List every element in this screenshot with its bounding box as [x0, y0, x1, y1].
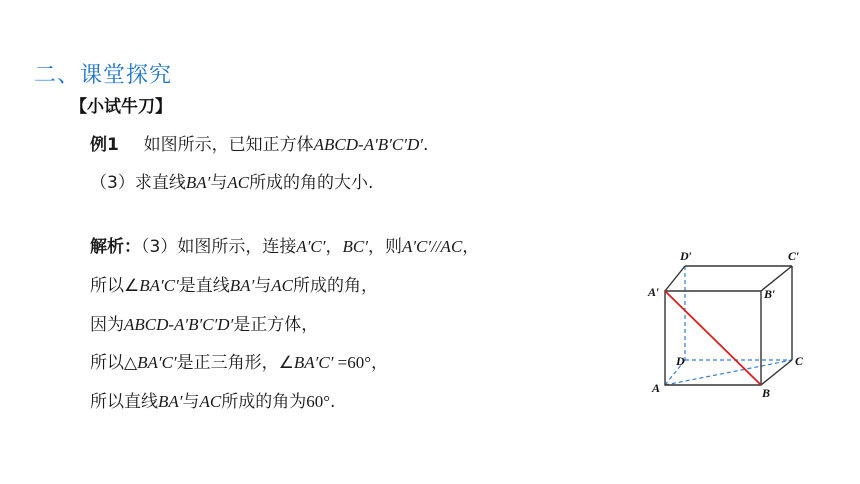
label-d: D	[676, 354, 685, 368]
s5-m1: BA′	[158, 392, 183, 411]
s1-b: ，	[325, 237, 343, 257]
s3-m1: ABCD-A′B′C′D′	[124, 315, 234, 334]
s5-num: 60°	[306, 392, 331, 411]
s1-c: ，则	[367, 237, 402, 257]
question-suffix: 所成的角的大小.	[249, 173, 374, 193]
edge-bc	[761, 360, 792, 385]
label-c: C	[795, 354, 804, 368]
subheading: 【小试牛刀】	[70, 97, 172, 117]
section-title: 二、课堂探究	[34, 63, 173, 88]
label-b1: B′	[764, 287, 776, 301]
s5-m2: AC	[199, 392, 222, 411]
label-b: B	[762, 386, 771, 400]
s2-m2: BA′	[229, 276, 255, 295]
s5-b: 与	[182, 392, 200, 412]
label-a: A	[652, 381, 661, 395]
s3-b: 是正方体，	[233, 315, 319, 335]
s1-m2: BC′	[342, 237, 368, 256]
s1-a: （3）如图所示，连接	[141, 237, 297, 257]
s2-b: 是直线	[178, 276, 230, 296]
s2-c: 与	[254, 276, 272, 296]
s2-m1: BA′C′	[139, 276, 179, 295]
solution-line-5	[90, 387, 335, 412]
edge-a1d1	[665, 266, 685, 291]
problem-question	[90, 168, 373, 193]
label-d1: D′	[680, 249, 693, 263]
s4-c: =60°，	[333, 353, 389, 372]
problem-intro-end: .	[422, 135, 429, 155]
s1-m3: A′C′//AC	[401, 237, 463, 256]
s3-a: 因为	[90, 315, 124, 335]
diagonal-ba1	[665, 291, 761, 385]
solution-line-3	[90, 310, 318, 335]
s5-d: .	[330, 392, 336, 412]
solution-line-4	[90, 348, 388, 373]
s4-m2: BA′C′	[293, 353, 334, 372]
cube-name: ABCD-A′B′C′D′	[313, 135, 423, 154]
example-label: 例1	[90, 135, 119, 155]
s1-m1: A′C′	[296, 237, 326, 256]
s2-a: 所以∠	[90, 276, 140, 296]
question-line-ba: BA′	[185, 173, 211, 192]
problem-line-1	[90, 130, 428, 155]
question-mid: 与	[210, 173, 228, 193]
cube-figure	[640, 240, 810, 410]
question-line-ac: AC	[227, 173, 250, 192]
s2-m3: AC	[271, 276, 294, 295]
s4-a: 所以△	[90, 353, 138, 373]
solution-line-2	[90, 271, 378, 296]
s2-d: 所成的角，	[293, 276, 379, 296]
s5-c: 所成的角为	[221, 392, 307, 412]
s4-b: 是正三角形，∠	[176, 353, 294, 373]
question-prefix: （3）求直线	[90, 173, 186, 193]
s1-d: ，	[462, 237, 480, 257]
s5-a: 所以直线	[90, 392, 158, 412]
problem-intro: 如图所示，已知正方体	[143, 135, 314, 155]
label-a1: A′	[648, 285, 660, 299]
solution-label: 解析：	[90, 237, 141, 257]
s4-m1: BA′C′	[137, 353, 177, 372]
label-c1: C′	[788, 249, 800, 263]
solution-line-1	[90, 232, 479, 257]
